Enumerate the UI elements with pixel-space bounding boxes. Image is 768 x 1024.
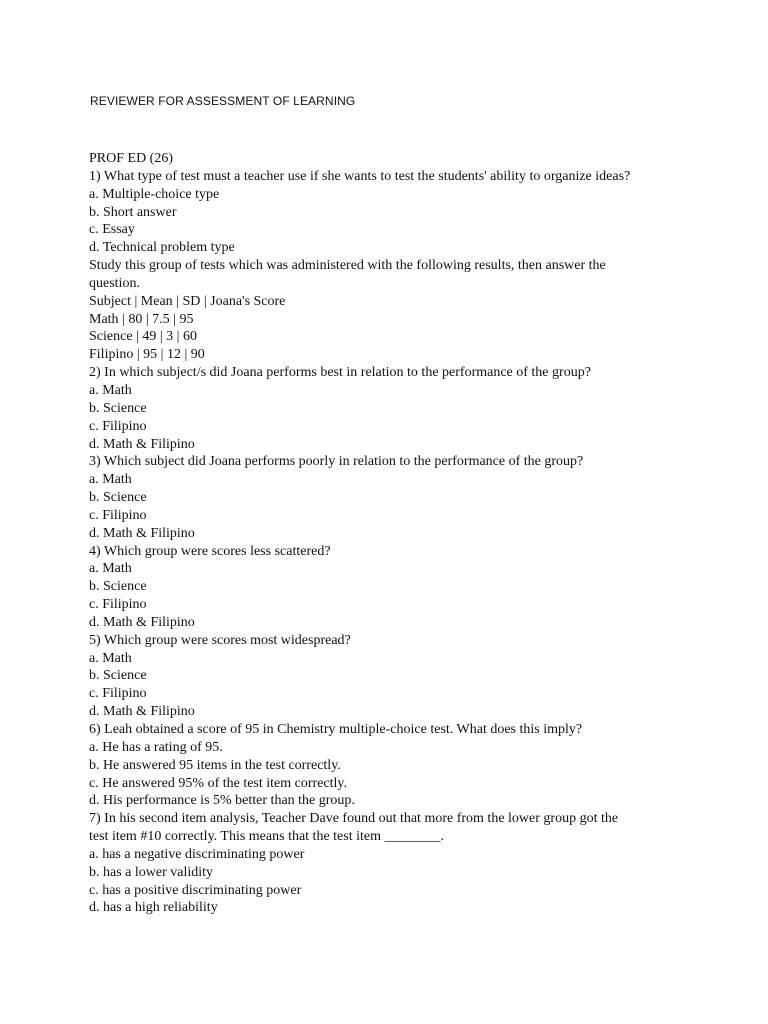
instruction-line-2: question.	[89, 275, 140, 291]
question-2-option-d: d. Math & Filipino	[89, 436, 195, 452]
results-row-science: Science | 49 | 3 | 60	[89, 329, 197, 345]
question-4-option-c: c. Filipino	[89, 597, 147, 613]
question-7-line-2: test item #10 correctly. This means that the test item ________.	[89, 829, 444, 845]
question-6: 6) Leah obtained a score of 95 in Chemistry multiple-choice test. What does this imply?	[89, 722, 583, 737]
instruction-line-1: Study this group of tests which was administered with the following results, then answer the	[89, 258, 606, 274]
question-3-option-b: b. Science	[89, 490, 147, 506]
question-5-option-d: d. Math & Filipino	[89, 704, 195, 720]
question-1-option-c: c. Essay	[89, 222, 135, 238]
question-5-option-b: b. Science	[89, 668, 147, 684]
question-7-line-1: 7) In his second item analysis, Teacher Dave found out that more from the lower group got the	[89, 811, 619, 827]
question-3-option-a: a. Math	[89, 472, 132, 488]
question-3-option-c: c. Filipino	[89, 507, 147, 523]
question-6-option-b: b. He answered 95 items in the test correctly.	[89, 757, 341, 773]
question-3-option-d: d. Math & Filipino	[89, 525, 195, 541]
question-1-option-d: d. Technical problem type	[89, 240, 235, 256]
question-6-option-a: a. He has a rating of 95.	[89, 739, 223, 755]
document-title: REVIEWER FOR ASSESSMENT OF LEARNING	[90, 94, 356, 108]
question-7-option-c: c. has a positive discriminating power	[89, 882, 302, 898]
results-row-math: Math | 80 | 7.5 | 95	[89, 311, 194, 327]
question-1-option-a: a. Multiple-choice type	[89, 186, 220, 202]
question-4-option-a: a. Math	[89, 561, 132, 577]
question-7-option-d: d. has a high reliability	[89, 900, 218, 916]
question-2-option-b: b. Science	[89, 400, 147, 416]
question-5: 5) Which group were scores most widespread?	[89, 632, 351, 648]
question-5-option-c: c. Filipino	[89, 686, 147, 702]
question-3: 3) Which subject did Joana performs poorly in relation to the performance of the group?	[89, 454, 584, 470]
document-body	[89, 150, 689, 917]
question-2-option-c: c. Filipino	[89, 418, 147, 434]
section-heading: PROF ED (26)	[89, 151, 174, 166]
question-4-option-b: b. Science	[89, 579, 147, 595]
results-header-row: Subject | Mean | SD | Joana's Score	[89, 293, 286, 309]
question-1-option-b: b. Short answer	[89, 204, 177, 220]
question-2-option-a: a. Math	[89, 382, 132, 398]
question-1: 1) What type of test must a teacher use if she wants to test the students' ability to organize ideas?	[89, 168, 631, 184]
question-6-option-c: c. He answered 95% of the test item correctly.	[89, 775, 347, 791]
question-7-option-a: a. has a negative discriminating power	[89, 846, 305, 862]
question-4-option-d: d. Math & Filipino	[89, 614, 195, 630]
results-row-filipino: Filipino | 95 | 12 | 90	[89, 347, 205, 363]
question-7-option-b: b. has a lower validity	[89, 864, 214, 880]
question-4: 4) Which group were scores less scattered?	[89, 543, 331, 559]
question-2: 2) In which subject/s did Joana performs best in relation to the performance of the group?	[89, 365, 591, 381]
question-6-option-d: d. His performance is 5% better than the group.	[89, 793, 355, 809]
question-5-option-a: a. Math	[89, 650, 132, 666]
